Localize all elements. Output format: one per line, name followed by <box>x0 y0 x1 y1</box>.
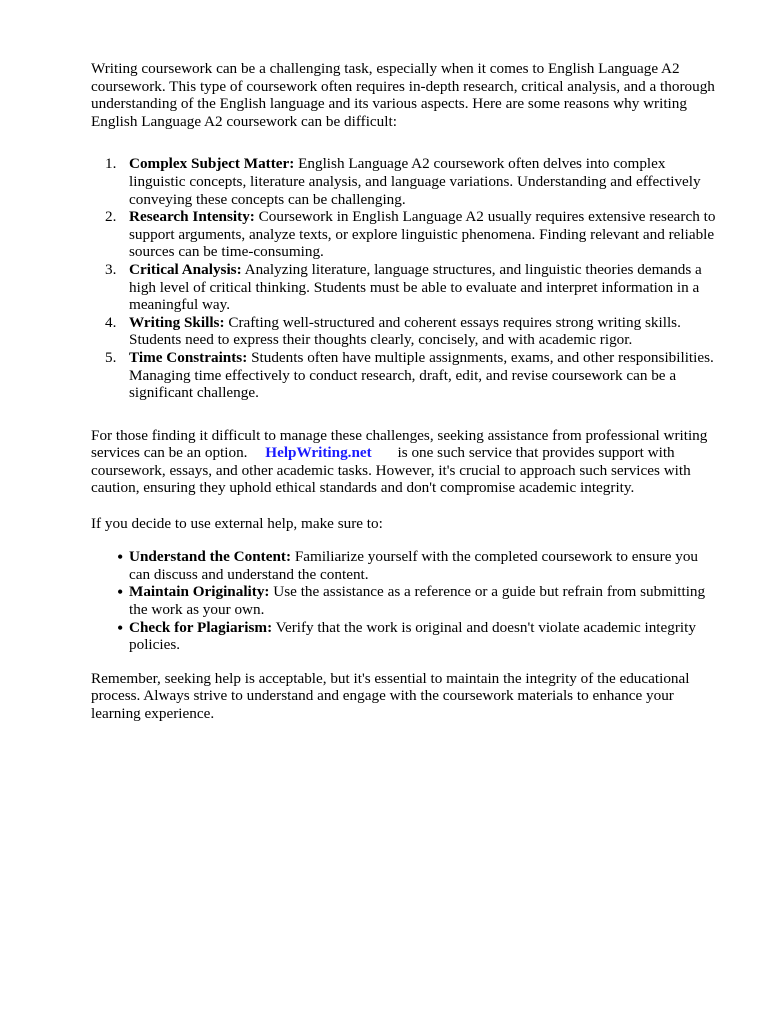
list-item <box>91 208 721 261</box>
reason-title: Research Intensity: <box>129 208 255 226</box>
reason-title: Time Constraints: <box>129 348 248 366</box>
bullet-icon: • <box>117 617 124 638</box>
assistance-text-before: For those finding it difficult to manage these challenges, seeking assistance from professional writing services can be an option. <box>91 426 708 462</box>
tip-title: Maintain Originality: <box>129 583 270 601</box>
reason-title: Complex Subject Matter: <box>129 155 295 173</box>
reason-title: Critical Analysis: <box>129 260 242 278</box>
list-number: 2. <box>105 208 117 226</box>
assistance-text-after: is one such service that provides support with coursework, essays, and other academic tasks. However, it's crucial to approach such services with caution, ensuring they uphold ethical standards and don't compromise academic integrity. <box>91 444 691 497</box>
reason-title: Writing Skills: <box>129 313 225 331</box>
bullet-icon: • <box>117 547 124 568</box>
reason-text: Students often have multiple assignments, exams, and other responsibilities. Managing time effectively to conduct research, draft, edit, and revise coursework can be a significant challenge. <box>129 348 714 402</box>
tip-text: Familiarize yourself with the completed coursework to ensure you can discuss and understand the content. <box>129 548 699 583</box>
tip-text: Use the assistance as a reference or a guide but refrain from submitting the work as your own. <box>129 583 706 619</box>
tips-list <box>91 548 721 654</box>
reason-text: Coursework in English Language A2 usually requires extensive research to support arguments, analyze texts, or explore linguistic phenomena. Finding relevant and reliable sources can be time-consuming. <box>129 208 716 261</box>
bullet-icon: • <box>117 582 124 603</box>
external-help-paragraph: If you decide to use external help, make sure to: <box>91 514 383 532</box>
list-item <box>91 548 721 583</box>
intro-paragraph: Writing coursework can be a challenging task, especially when it comes to English Language A2 coursework. This type of coursework often requires in-depth research, critical analysis, and a thorough understanding of the English language and its various aspects. Here are some reasons why writing English Language A2 coursework can be difficult: <box>91 60 715 130</box>
list-number: 5. <box>105 348 117 366</box>
reason-text: English Language A2 coursework often delves into complex linguistic concepts, literature analysis, and language variations. Understanding and effectively conveying these concepts can be challenging. <box>129 155 701 208</box>
tip-title: Understand the Content: <box>129 548 292 566</box>
list-item <box>91 314 721 349</box>
list-item <box>91 583 721 618</box>
list-number: 1. <box>105 155 117 173</box>
list-item <box>91 619 721 654</box>
list-number: 3. <box>105 260 117 278</box>
document-page <box>91 60 721 723</box>
reasons-list <box>91 155 721 401</box>
list-number: 4. <box>105 313 117 331</box>
tip-title: Check for Plagiarism: <box>129 618 273 636</box>
tip-text: Verify that the work is original and doesn't violate academic integrity policies. <box>129 618 696 654</box>
list-item <box>91 349 721 402</box>
reason-text: Crafting well-structured and coherent essays requires strong writing skills. Students need to express their thoughts clearly, concisely, and with academic rigor. <box>129 313 681 349</box>
helpwriting-link[interactable]: HelpWriting.net <box>265 444 372 462</box>
reason-text: Analyzing literature, language structures, and linguistic theories demands a high level of critical thinking. Students must be able to evaluate and interpret information in a meaningful way. <box>129 260 702 314</box>
assistance-paragraph <box>91 427 721 497</box>
list-item <box>91 261 721 314</box>
closing-paragraph: Remember, seeking help is acceptable, but it's essential to maintain the integrity of the educational process. Always strive to understand and engage with the coursework materials to enhance your learning experience. <box>91 669 690 722</box>
list-item <box>91 155 721 208</box>
